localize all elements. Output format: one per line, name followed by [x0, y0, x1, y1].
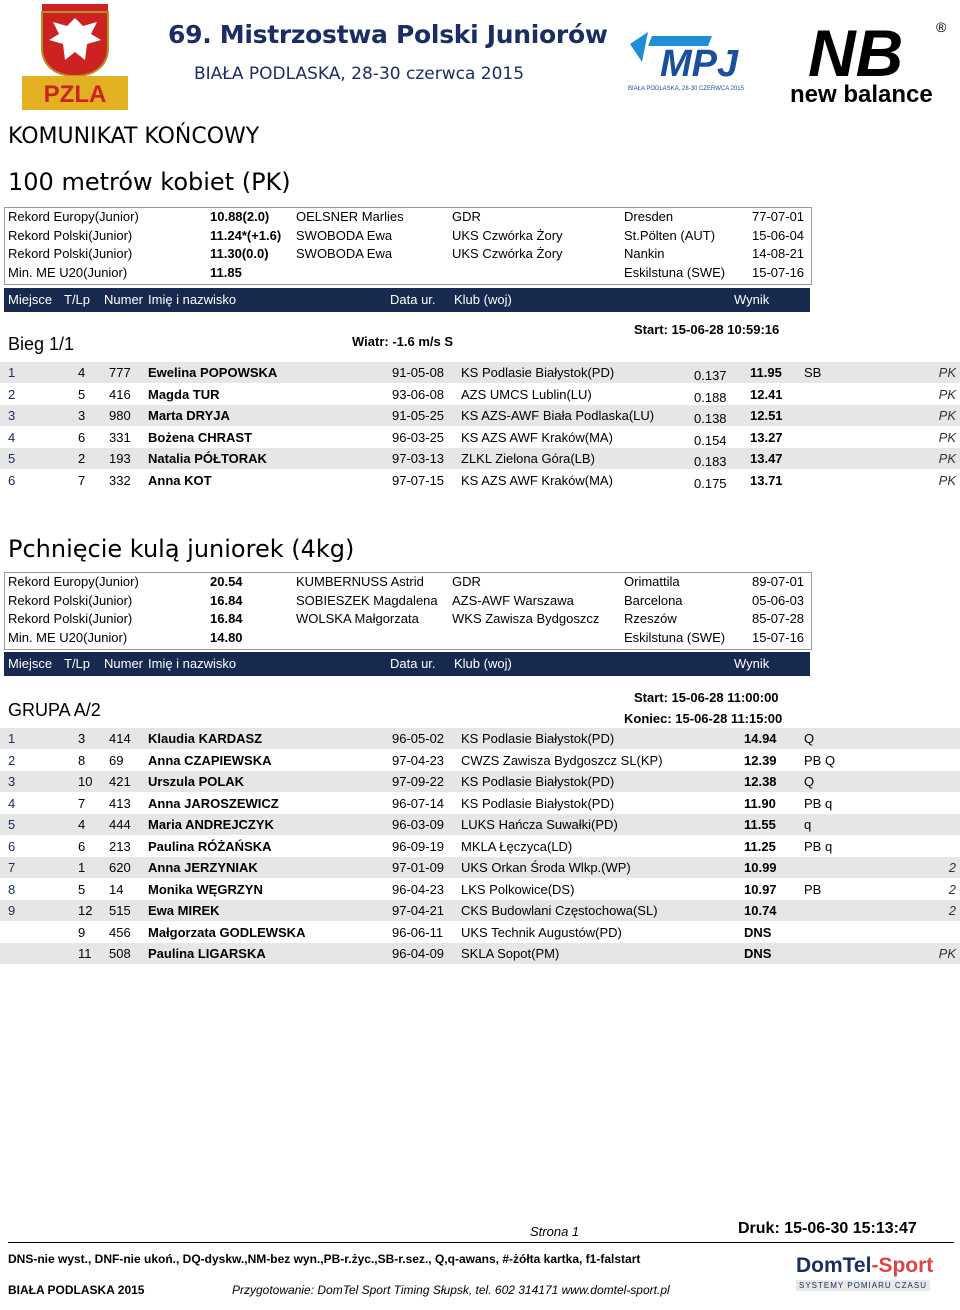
col-lane: T/Lp [64, 656, 91, 671]
record-label: Rekord Polski(Junior) [8, 592, 133, 608]
record-place: Nankin [624, 246, 665, 261]
result-lane: 5 [78, 386, 86, 402]
heat-label: Bieg 1/1 [8, 334, 75, 354]
athlete-name: Ewa MIREK [148, 903, 220, 918]
result-value: 11.95 [750, 365, 782, 380]
result-lane: 1 [78, 860, 86, 875]
event-title: Pchnięcie kulą juniorek (4kg) [8, 535, 355, 563]
record-holder: SWOBODA Ewa [296, 227, 393, 243]
athlete-dob: 96-03-09 [392, 817, 445, 832]
result-note: PB q [804, 838, 833, 854]
athlete-dob: 97-01-09 [392, 860, 445, 875]
col-place: Miejsce [8, 292, 53, 307]
col-lane: T/Lp [64, 292, 91, 307]
athlete-club: KS Podlasie Białystok(PD) [461, 731, 615, 746]
athlete-dob: 97-07-15 [392, 472, 445, 488]
result-place: 2 [8, 752, 16, 768]
event-title: 100 metrów kobiet (PK) [8, 168, 291, 196]
record-label: Min. ME U20(Junior) [8, 629, 128, 645]
record-value: 16.84 [210, 611, 243, 626]
result-bib: 331 [109, 429, 131, 445]
record-date: 89-07-01 [752, 574, 805, 589]
record-value: 16.84 [210, 592, 243, 608]
result-place: 2 [8, 386, 16, 402]
result-note: Q [804, 731, 815, 746]
athlete-dob: 97-09-22 [392, 774, 445, 789]
result-value: 12.51 [750, 408, 783, 423]
result-row [0, 922, 960, 943]
page-subtitle: BIAŁA PODLASKA, 28-30 czerwca 2015 [194, 64, 525, 84]
result-row [0, 384, 960, 405]
result-lane: 2 [78, 451, 86, 466]
athlete-name: Bożena CHRAST [148, 429, 253, 445]
result-value: 14.94 [744, 731, 777, 746]
result-row [0, 448, 960, 469]
result-lane: 7 [78, 472, 86, 488]
reaction-time: 0.183 [694, 454, 727, 469]
column-header-bar [4, 288, 810, 312]
result-bib: 332 [109, 472, 131, 488]
record-club: UKS Czwórka Żory [452, 227, 563, 243]
result-value: DNS [744, 946, 772, 961]
result-place: 4 [8, 795, 16, 811]
result-bib: 444 [109, 817, 131, 832]
result-row [0, 728, 960, 749]
result-place: 7 [8, 860, 16, 875]
result-note: PB Q [804, 752, 836, 768]
record-holder: WOLSKA Małgorzata [296, 611, 419, 626]
record-value: 10.88(2.0) [210, 209, 270, 224]
result-bib: 69 [109, 752, 124, 768]
col-dob: Data ur. [390, 292, 436, 307]
record-value: 11.24*(+1.6) [210, 227, 282, 243]
start-time: Start: 15-06-28 10:59:16 [634, 322, 780, 337]
athlete-club: KS AZS-AWF Biała Podlaska(LU) [461, 408, 655, 423]
athlete-club: CKS Budowlani Częstochowa(SL) [461, 903, 658, 918]
athlete-dob: 96-09-19 [392, 838, 445, 854]
result-place: 3 [8, 408, 16, 423]
record-holder: OELSNER Marlies [296, 209, 404, 224]
svg-text:NB: NB [808, 16, 904, 90]
col-bib: Numer [104, 292, 144, 307]
result-pk: PK [938, 429, 956, 445]
result-bib: 213 [109, 838, 131, 854]
record-date: 14-08-21 [752, 246, 805, 261]
result-row [0, 405, 960, 426]
athlete-name: Maria ANDREJCZYK [148, 817, 274, 832]
athlete-name: Anna CZAPIEWSKA [148, 752, 272, 768]
result-lane: 4 [78, 817, 86, 832]
athlete-club: CWZS Zawisza Bydgoszcz SL(KP) [461, 752, 663, 768]
domtel-logo-b: -Sport [871, 1254, 934, 1277]
records-frame [4, 572, 812, 650]
record-place: Eskilstuna (SWE) [624, 264, 726, 280]
col-club: Klub (woj) [454, 292, 512, 307]
athlete-name: Małgorzata GODLEWSKA [148, 924, 306, 940]
result-value: DNS [744, 924, 772, 940]
result-place: 5 [8, 451, 16, 466]
athlete-name: Natalia PÓŁTORAK [148, 451, 267, 466]
result-lane: 12 [78, 903, 93, 918]
result-place: 1 [8, 731, 16, 746]
domtel-logo-a: DomTel [796, 1254, 872, 1277]
record-label: Rekord Europy(Junior) [8, 574, 139, 589]
athlete-dob: 96-05-02 [392, 731, 445, 746]
record-place: Rzeszów [624, 611, 677, 626]
reaction-time: 0.137 [694, 368, 727, 383]
record-value: 14.80 [210, 629, 243, 645]
column-header-bar [4, 652, 810, 676]
domtel-logo-sub: SYSTEMY POMIARU CZASU [796, 1280, 930, 1291]
pzla-logo-text: PZLA [43, 81, 107, 108]
result-value: 10.99 [744, 860, 777, 875]
record-label: Rekord Europy(Junior) [8, 209, 139, 224]
result-place: 1 [8, 365, 16, 380]
col-bib: Numer [104, 656, 144, 671]
athlete-club: UKS Orkan Środa Wlkp.(WP) [461, 860, 631, 875]
result-note: PB [804, 881, 822, 897]
athlete-name: Anna KOT [148, 472, 212, 488]
result-bib: 620 [109, 860, 131, 875]
page-number: Strona 1 [530, 1224, 580, 1239]
athlete-club: KS Podlasie Białystok(PD) [461, 774, 615, 789]
result-row [0, 879, 960, 900]
record-place: Dresden [624, 209, 674, 224]
athlete-club: SKLA Sopot(PM) [461, 946, 560, 961]
result-row [0, 836, 960, 857]
svg-text:®: ® [936, 19, 947, 35]
result-bib: 193 [109, 451, 131, 466]
result-bib: 508 [109, 946, 131, 961]
result-pk: PK [938, 408, 956, 423]
result-value: 12.41 [750, 386, 783, 402]
athlete-club: UKS Technik Augustów(PD) [461, 924, 622, 940]
result-bib: 421 [109, 774, 131, 789]
domtel-logo [796, 1254, 933, 1278]
result-place: 6 [8, 472, 16, 488]
result-lane: 5 [78, 881, 86, 897]
result-value: 13.47 [750, 451, 783, 466]
result-bib: 515 [109, 903, 131, 918]
report-label: KOMUNIKAT KOŃCOWY [8, 124, 260, 149]
pzla-logo [8, 4, 144, 110]
athlete-name: Urszula POLAK [148, 774, 245, 789]
result-row [0, 814, 960, 835]
athlete-name: Ewelina POPOWSKA [148, 365, 278, 380]
result-lane: 6 [78, 429, 86, 445]
record-place: St.Pölten (AUT) [624, 227, 716, 243]
result-row [0, 771, 960, 792]
result-bib: 416 [109, 386, 131, 402]
record-label: Rekord Polski(Junior) [8, 246, 133, 261]
athlete-club: AZS UMCS Lublin(LU) [461, 386, 592, 402]
col-place: Miejsce [8, 656, 53, 671]
result-lane: 6 [78, 838, 86, 854]
result-value: 11.55 [744, 817, 776, 832]
record-label: Rekord Polski(Junior) [8, 227, 133, 243]
record-place: Barcelona [624, 592, 683, 608]
reaction-time: 0.154 [694, 432, 727, 448]
result-note: SB [804, 365, 822, 380]
result-place: 9 [8, 903, 16, 918]
result-bib: 414 [109, 731, 131, 746]
record-value: 11.30(0.0) [210, 246, 269, 261]
result-pk: 2 [948, 881, 956, 897]
col-name: Imię i nazwisko [148, 292, 237, 307]
col-name: Imię i nazwisko [148, 656, 237, 671]
record-date: 15-06-04 [752, 227, 805, 243]
record-club: AZS-AWF Warszawa [452, 592, 574, 608]
result-place: 8 [8, 881, 16, 897]
athlete-name: Anna JERZYNIAK [148, 860, 258, 875]
col-result: Wynik [734, 656, 770, 671]
result-value: 12.38 [744, 774, 777, 789]
athlete-dob: 96-04-09 [392, 946, 445, 961]
record-value: 20.54 [210, 574, 243, 589]
result-pk: 2 [948, 860, 956, 875]
athlete-dob: 97-04-23 [392, 752, 445, 768]
result-bib: 413 [109, 795, 131, 811]
athlete-dob: 97-03-13 [392, 451, 445, 466]
result-row [0, 362, 960, 383]
legend-text: DNS-nie wyst., DNF-nie ukoń., DQ-dyskw.,NM-bez wyn.,PB-r.życ.,SB-r.sez., Q,q-awans, #-żółta kartka, f1-falstart [8, 1252, 641, 1266]
record-holder: SWOBODA Ewa [296, 246, 393, 261]
record-holder: SOBIESZEK Magdalena [296, 592, 438, 608]
result-value: 11.25 [744, 838, 776, 854]
records-frame [4, 207, 812, 285]
result-value: 12.39 [744, 752, 777, 768]
record-place: Orimattila [624, 574, 680, 589]
result-note: PB q [804, 795, 833, 811]
athlete-dob: 96-04-23 [392, 881, 445, 897]
result-row [0, 750, 960, 771]
record-date: 15-07-16 [752, 629, 805, 645]
reaction-time: 0.138 [694, 411, 727, 426]
athlete-club: KS AZS AWF Kraków(MA) [461, 472, 613, 488]
record-date: 15-07-16 [752, 264, 805, 280]
result-place: 6 [8, 838, 16, 854]
result-pk: PK [938, 386, 956, 402]
result-lane: 4 [78, 365, 86, 380]
result-pk: 2 [948, 903, 956, 918]
athlete-club: LKS Polkowice(DS) [461, 881, 575, 897]
col-club: Klub (woj) [454, 656, 512, 671]
athlete-name: Klaudia KARDASZ [148, 731, 263, 746]
result-place: 3 [8, 774, 16, 789]
result-note: q [804, 817, 812, 832]
result-lane: 3 [78, 408, 86, 423]
record-value: 11.85 [210, 264, 242, 280]
result-pk: PK [938, 472, 956, 488]
athlete-club: ZLKL Zielona Góra(LB) [461, 451, 595, 466]
athlete-dob: 96-03-25 [392, 429, 445, 445]
record-place: Eskilstuna (SWE) [624, 629, 726, 645]
reaction-time: 0.188 [694, 389, 727, 405]
athlete-dob: 97-04-21 [392, 903, 445, 918]
result-pk: PK [938, 365, 956, 380]
athlete-club: KS Podlasie Białystok(PD) [461, 795, 615, 811]
wind-label: Wiatr: -1.6 m/s S [352, 334, 454, 349]
result-value: 11.90 [744, 795, 776, 811]
result-pk: PK [938, 946, 956, 961]
record-holder: KUMBERNUSS Astrid [296, 574, 424, 589]
new-balance-logo [786, 14, 960, 106]
group-label: GRUPA A/2 [8, 700, 101, 720]
result-bib: 980 [109, 408, 131, 423]
athlete-club: KS Podlasie Białystok(PD) [461, 365, 615, 380]
result-place: 5 [8, 817, 16, 832]
record-date: 05-06-03 [752, 592, 805, 608]
record-date: 85-07-28 [752, 611, 805, 626]
result-value: 13.27 [750, 429, 783, 445]
page-title: 69. Mistrzostwa Polski Juniorów [168, 20, 608, 49]
result-row [0, 943, 960, 964]
athlete-name: Monika WĘGRZYN [148, 881, 263, 897]
location-text: BIAŁA PODLASKA 2015 [8, 1283, 145, 1297]
record-label: Min. ME U20(Junior) [8, 264, 128, 280]
print-date: Druk: 15-06-30 15:13:47 [738, 1220, 917, 1237]
result-row [0, 427, 960, 448]
result-value: 13.71 [750, 472, 783, 488]
footer-divider [8, 1242, 954, 1243]
start-time: Start: 15-06-28 11:00:00 [634, 690, 779, 705]
record-club: UKS Czwórka Żory [452, 246, 563, 261]
result-note: Q [804, 774, 815, 789]
record-label: Rekord Polski(Junior) [8, 611, 133, 626]
reaction-time: 0.175 [694, 475, 727, 491]
mpj-logo [600, 14, 780, 94]
record-club: GDR [452, 574, 481, 589]
athlete-dob: 96-06-11 [392, 924, 444, 940]
athlete-club: MKLA Łęczyca(LD) [461, 838, 573, 854]
mpj-logo-subtext: BIAŁA PODLASKA, 28-30 CZERWCA 2015 [628, 86, 744, 92]
col-dob: Data ur. [390, 656, 436, 671]
end-time: Koniec: 15-06-28 11:15:00 [624, 711, 783, 726]
athlete-dob: 96-07-14 [392, 795, 445, 811]
result-bib: 456 [109, 924, 131, 940]
record-date: 77-07-01 [752, 209, 805, 224]
result-lane: 3 [78, 731, 86, 746]
athlete-dob: 93-06-08 [392, 386, 445, 402]
athlete-name: Anna JAROSZEWICZ [148, 795, 279, 811]
athlete-dob: 91-05-25 [392, 408, 445, 423]
result-lane: 7 [78, 795, 86, 811]
new-balance-logo-text: new balance [790, 81, 933, 106]
record-club: GDR [452, 209, 481, 224]
mpj-logo-text: MPJ [660, 43, 739, 85]
result-place: 4 [8, 429, 16, 445]
athlete-name: Paulina LIGARSKA [148, 946, 266, 961]
col-result: Wynik [734, 292, 770, 307]
result-row [0, 900, 960, 921]
result-row [0, 470, 960, 491]
result-lane: 8 [78, 752, 86, 768]
result-lane: 9 [78, 924, 86, 940]
athlete-name: Magda TUR [148, 386, 220, 402]
result-bib: 777 [109, 365, 131, 380]
athlete-name: Paulina RÓŻAŃSKA [148, 838, 272, 854]
result-pk: PK [938, 451, 956, 466]
result-value: 10.97 [744, 881, 777, 897]
result-row [0, 793, 960, 814]
result-row [0, 857, 960, 878]
result-lane: 11 [78, 946, 92, 961]
record-club: WKS Zawisza Bydgoszcz [452, 611, 600, 626]
athlete-name: Marta DRYJA [148, 408, 230, 423]
athlete-dob: 91-05-08 [392, 365, 445, 380]
athlete-club: LUKS Hańcza Suwałki(PD) [461, 817, 618, 832]
result-value: 10.74 [744, 903, 777, 918]
athlete-club: KS AZS AWF Kraków(MA) [461, 429, 613, 445]
result-lane: 10 [78, 774, 93, 789]
result-bib: 14 [109, 881, 124, 897]
prepared-by-text: Przygotowanie: DomTel Sport Timing Słupsk, tel. 602 314171 www.domtel-sport.pl [232, 1283, 670, 1297]
